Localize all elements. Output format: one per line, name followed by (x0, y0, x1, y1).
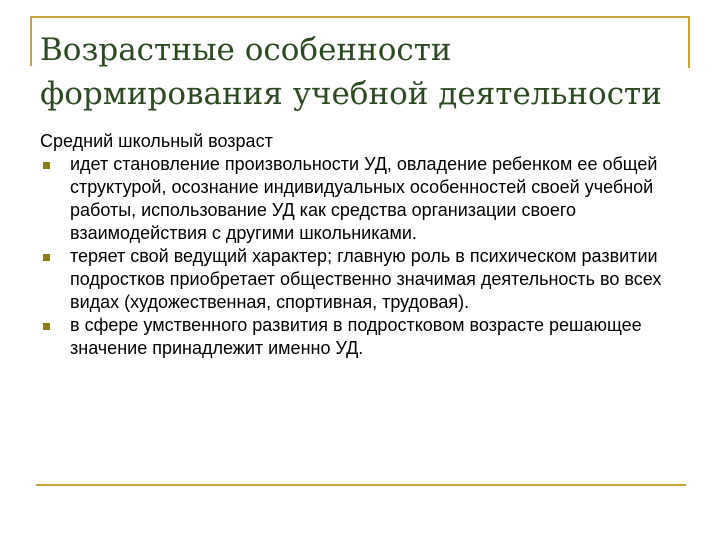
slide-content (40, 130, 680, 360)
slide-title (40, 28, 690, 116)
slide-title-line-1: Возрастные особенности (40, 32, 452, 68)
bullet-item (40, 314, 680, 360)
bullet-list (40, 153, 680, 360)
bullet-text: в сфере умственного развития в подростковом возрасте решающее значение принадлежит именно УД. (70, 315, 642, 358)
bullet-text: теряет свой ведущий характер; главную роль в психическом развитии подростков приобретает общественно значимая деятельность во всех видах (художественная, спортивная, трудовая). (70, 246, 662, 312)
decorative-top-line (30, 16, 690, 18)
decorative-bottom-line (36, 484, 686, 486)
slide-title-line-2: формирования учебной деятельности (40, 76, 662, 112)
bullet-item (40, 153, 680, 245)
bullet-text: идет становление произвольности УД, овладение ребенком ее общей структурой, осознание индивидуальных особенностей своей учебной работы, использование УД как средства организации своего взаимодействия с другими школьниками. (70, 154, 658, 243)
square-bullet-icon (43, 323, 50, 330)
lead-text: Средний школьный возраст (40, 131, 273, 151)
square-bullet-icon (43, 254, 50, 261)
decorative-vertical-line (30, 16, 32, 66)
square-bullet-icon (43, 162, 50, 169)
bullet-item (40, 245, 680, 314)
